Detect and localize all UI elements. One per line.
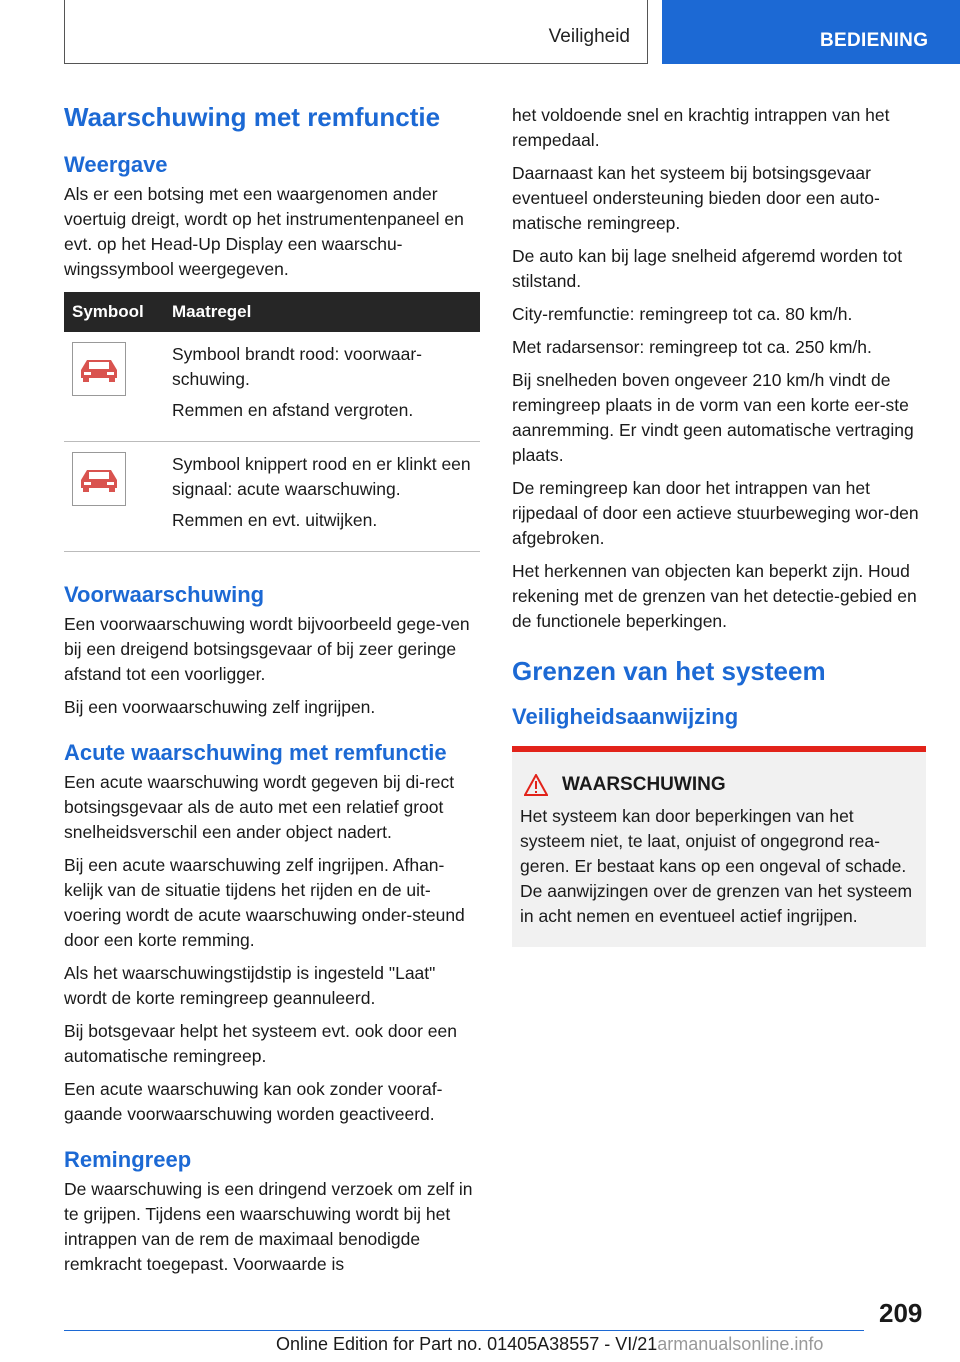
- column-header-symbool: Symbool: [64, 292, 164, 332]
- table-row: [64, 442, 480, 552]
- remingreep-p1: De waarschuwing is een dringend verzoek om zelf in te grijpen. Tijdens een waarschuwing wordt bij het intrappen van de rem de maximaal benodigde remkracht toegepast. Voorwaarde is: [64, 1179, 473, 1274]
- right-p6: Bij snelheden boven ongeveer 210 km/h vindt de remingreep plaats in de vorm van een korte eer-ste aanremming. Er vindt geen automatische vertraging plaats.: [512, 370, 914, 465]
- right-p3: De auto kan bij lage snelheid afgeremd worden tot stilstand.: [512, 246, 903, 291]
- weergave-text: Als er een botsing met een waargenomen ander voertuig dreigt, wordt op het instrumentenpaneel en evt. op het Head-Up Display een waarschu-wingssymbool weergegeven.: [64, 184, 464, 279]
- car-warning-icon: [72, 452, 126, 506]
- acute-p5: Een acute waarschuwing kan ook zonder vooraf-gaande voorwaarschuwing worden geactiveerd.: [64, 1079, 443, 1124]
- heading-waarschuwing-remfunctie: Waarschuwing met remfunctie: [64, 102, 441, 132]
- acute-p1: Een acute waarschuwing wordt gegeven bij di-rect botsingsgevaar als de auto met een relatief groot snelheidsverschil een ander object nadert.: [64, 772, 455, 842]
- acute-p4: Bij botsgevaar helpt het systeem evt. ook door een automatische remingreep.: [64, 1021, 458, 1066]
- right-p2: Daarnaast kan het systeem bij botsingsgevaar eventueel ondersteuning bieden door een auto-matische remingreep.: [512, 163, 880, 233]
- right-p1: het voldoende snel en krachtig intrappen van het rempedaal.: [512, 105, 890, 150]
- car-warning-icon: [72, 342, 126, 396]
- row1-line1: Symbool brandt rood: voorwaar-schuwing.: [172, 344, 422, 389]
- warning-title: WAARSCHUWING: [562, 774, 726, 795]
- symbol-table: [64, 292, 480, 552]
- row1-line2: Remmen en afstand vergroten.: [172, 400, 414, 420]
- row2-line1: Symbool knippert rood en er klinkt een signaal: acute waarschuwing.: [172, 454, 471, 499]
- page-number: 209: [879, 1298, 923, 1328]
- row2-line2: Remmen en evt. uitwijken.: [172, 510, 378, 530]
- footer-edition-text: Online Edition for Part no. 01405A38557 - VI/21armanualsonline.info: [276, 1334, 824, 1354]
- heading-acute-waarschuwing: Acute waarschuwing met remfunctie: [64, 740, 447, 765]
- footer-divider: [64, 1330, 864, 1331]
- warning-text: Het systeem kan door beperkingen van het systeem niet, te laat, onjuist of ongegrond rea-geren. Er bestaat kans op een ongeval of schade. De aanwijzingen over de grenzen van het systeem in acht nemen en eventueel actief ingrijpen.: [520, 806, 913, 926]
- column-header-maatregel: Maatregel: [164, 292, 480, 332]
- voorwaarschuwing-p2: Bij een voorwaarschuwing zelf ingrijpen.: [64, 697, 376, 717]
- right-p4: City-remfunctie: remingreep tot ca. 80 km/h.: [512, 304, 853, 324]
- voorwaarschuwing-p1: Een voorwaarschuwing wordt bijvoorbeeld gege-ven bij een dreigend botsingsgevaar of bij zeer geringe afstand tot een voorligger.: [64, 614, 470, 684]
- right-column: [512, 103, 926, 947]
- heading-veiligheidsaanwijzing: Veiligheidsaanwijzing: [512, 704, 739, 729]
- header-tab-bediening[interactable]: BEDIENING: [662, 0, 960, 64]
- right-p7: De remingreep kan door het intrappen van het rijpedaal of door een actieve stuurbeweging wor-den afgebroken.: [512, 478, 919, 548]
- right-p5: Met radarsensor: remingreep tot ca. 250 km/h.: [512, 337, 872, 357]
- header-section-title: Veiligheid: [548, 26, 630, 47]
- heading-grenzen-systeem: Grenzen van het systeem: [512, 656, 826, 686]
- heading-voorwaarschuwing: Voorwaarschuwing: [64, 582, 265, 607]
- heading-remingreep: Remingreep: [64, 1147, 192, 1172]
- acute-p3: Als het waarschuwingstijdstip is ingesteld "Laat" wordt de korte remingreep geannuleerd.: [64, 963, 436, 1008]
- warning-triangle-icon: [524, 774, 548, 796]
- acute-p2: Bij een acute waarschuwing zelf ingrijpen. Afhan-kelijk van de situatie tijdens het rijden en de uit-voering wordt de acute waarschuwing onder-steund door een korte remming.: [64, 855, 465, 950]
- heading-weergave: Weergave: [64, 152, 168, 177]
- left-column: [64, 100, 478, 1285]
- warning-box: [512, 746, 926, 947]
- table-row: [64, 332, 480, 442]
- right-p8: Het herkennen van objecten kan beperkt zijn. Houd rekening met de grenzen van het detectie-gebied en de functionele beperkingen.: [512, 561, 917, 631]
- footer-brand: armanualsonline.info: [657, 1334, 824, 1354]
